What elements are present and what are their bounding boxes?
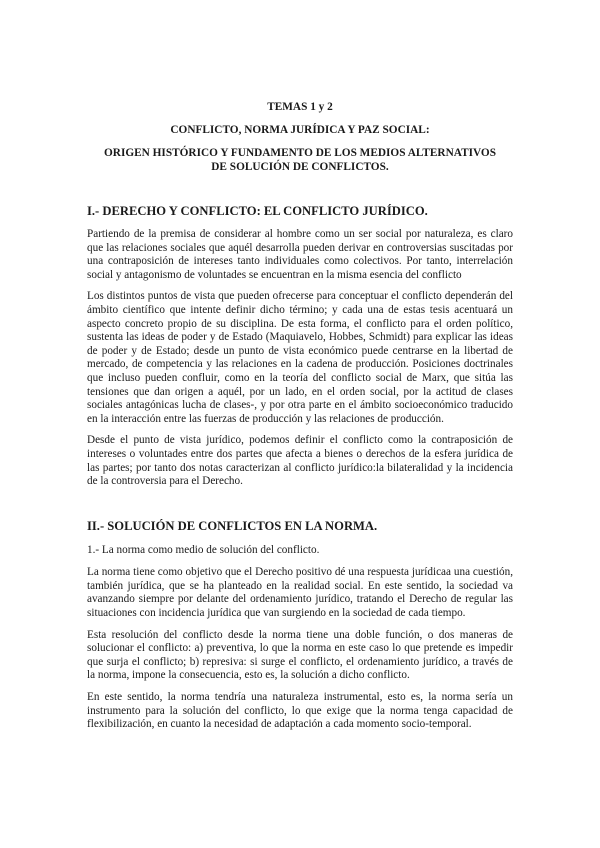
paragraph: Partiendo de la premisa de considerar al hombre como un ser social por naturaleza, es claro que las relaciones sociales que aquél desarrolla pueden derivar en controversias suscitadas por una contraposición de intereses tanto individuales como colectivos. Por tanto, interrelación social y antagonismo de voluntades se encuentran en la misma esencia del conflicto — [87, 228, 513, 281]
document-subtitle: ORIGEN HISTÓRICO Y FUNDAMENTO DE LOS MEDIOS ALTERNATIVOS DE SOLUCIÓN DE CONFLICTOS. — [104, 147, 496, 173]
paragraph: Desde el punto de vista jurídico, podemos definir el conflicto como la contraposición de intereses o voluntades entre dos partes que afecta a bienes o derechos de la esfera jurídica de las partes; por tanto dos notas caracterizan al conflicto jurídico:la bilateralidad y la incidencia de la controversia para el Derecho. — [87, 434, 513, 488]
section-heading-1: I.- DERECHO Y CONFLICTO: EL CONFLICTO JURÍDICO. — [87, 204, 428, 218]
topic-label: TEMAS 1 y 2 — [267, 101, 333, 113]
paragraph: Los distintos puntos de vista que pueden ofrecerse para conceptuar el conflicto dependerán del ámbito científico que intente definir dicho término; y cada una de estas tesis acentuará un aspecto concreto propio de su disciplina. De esta forma, el conflicto para el orden político, sustenta las ideas de poder y de Estado (Maquiavelo, Hobbes, Schmidt) para explicar las ideas de poder y de Estado; desde un punto de vista económico puede centrarse en la libertad de mercado, de competencia y las relaciones en la cadena de producción. Posiciones doctrinales que incluso pueden confluir, como en la teoría del conflicto social de Marx, que sitúa las tensiones que dan origen a aquél, por un lado, en el orden social, por la actitud de clases sociales antagónicas lucha de clases-, y por otra parte en el ámbito socioeconómico traducido en la interacción entre las fuerzas de producción y las relaciones de producción. — [87, 290, 513, 425]
paragraph: En este sentido, la norma tendría una naturaleza instrumental, esto es, la norma sería un instrumento para la solución del conflicto, lo que exige que la norma tenga capacidad de flexibilización, en cuanto la necesidad de adaptación a cada momento socio-temporal. — [87, 691, 513, 731]
subsection-heading: 1.- La norma como medio de solución del conflicto. — [87, 543, 320, 556]
paragraph: Esta resolución del conflicto desde la norma tiene una doble función, o dos maneras de solucionar el conflicto: a) preventiva, lo que la norma en este caso lo que pretende es impedir que surja el conflicto; b) represiva: si surge el conflicto, el ordenamiento jurídico, a través de la norma, impone la consecuencia, esto es, la solución a dicho conflicto. — [87, 628, 513, 682]
section-heading-2: II.- SOLUCIÓN DE CONFLICTOS EN LA NORMA. — [87, 518, 378, 533]
document-title: CONFLICTO, NORMA JURÍDICA Y PAZ SOCIAL: — [170, 124, 430, 136]
paragraph: La norma tiene como objetivo que el Derecho positivo dé una respuesta jurídicaa una cuestión, también jurídica, que se ha planteado en la realidad social. En este sentido, la sociedad va avanzando siempre por delante del ordenamiento jurídico, tratando el Derecho de regular las situaciones con incidencia jurídica que van surgiendo en la sociedad de cada tiempo. — [87, 566, 513, 620]
